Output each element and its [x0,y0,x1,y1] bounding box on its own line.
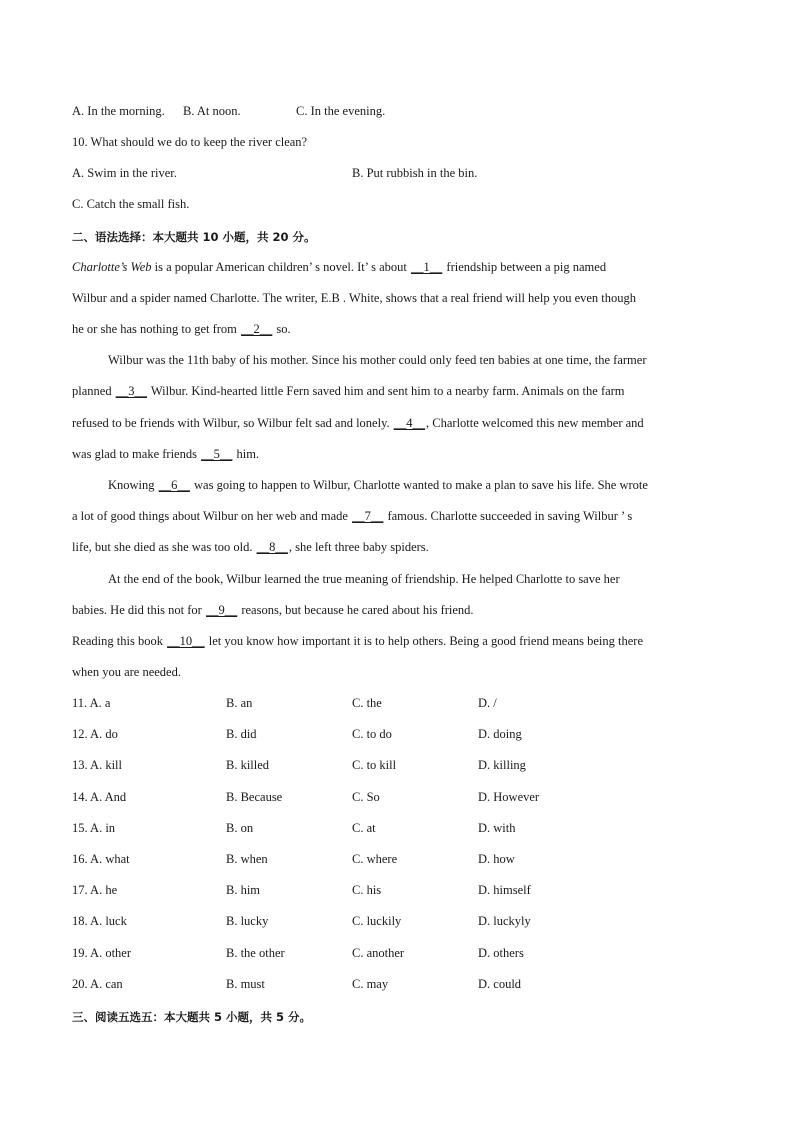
passage-text: so. [273,322,291,336]
choice-c[interactable]: C. So [352,790,380,804]
choice-b[interactable]: B. Because [226,790,283,804]
choice-b[interactable]: B. when [226,852,268,866]
blank-8[interactable]: __8__ [256,540,288,554]
passage-line [72,603,474,618]
section3-heading: 三、阅读五选五：本大题共 5 小题，共 5 分。 [72,1010,312,1024]
choice-b[interactable]: B. an [226,696,253,710]
choice-a[interactable]: 16. A. what [72,852,130,866]
choice-c[interactable]: C. his [352,883,382,897]
passage-line [72,540,429,555]
passage-line [72,509,632,524]
passage-text: life, but she died as she was too old. [72,540,256,554]
choice-d[interactable]: D. However [478,790,540,804]
choice-a[interactable]: 11. A. a [72,696,111,710]
passage-line: Wilbur was the 11th baby of his mother. Since his mother could only feed ten babies at one time, the farmer [108,353,647,367]
blank-3[interactable]: __3__ [115,384,147,398]
choice-c[interactable]: C. another [352,946,405,960]
choice-d[interactable]: D. doing [478,727,522,741]
blank-7[interactable]: __7__ [352,509,384,523]
passage-text: , Charlotte welcomed this new member and [426,416,644,430]
q9-option-c: C. In the evening. [296,104,386,118]
choice-a[interactable]: 19. A. other [72,946,132,960]
choice-b[interactable]: B. killed [226,758,270,772]
passage-text: famous. Charlotte succeeded in saving Wilbur ’ s [384,509,633,523]
passage-line: Wilbur and a spider named Charlotte. The writer, E.B . White, shows that a real friend will help you even though [72,291,637,305]
choice-d[interactable]: D. could [478,977,522,991]
choice-a[interactable]: 12. A. do [72,727,118,741]
choice-c[interactable]: C. to kill [352,758,397,772]
passage-text: reasons, but because he cared about his friend. [238,603,474,617]
passage-text: a lot of good things about Wilbur on her web and made [72,509,352,523]
passage-line [72,416,644,431]
q10-option-c: C. Catch the small fish. [72,197,190,211]
passage-line [72,322,291,337]
choice-d[interactable]: D. with [478,821,516,835]
passage-text: is a popular American children’ s novel. It’ s about [151,260,411,274]
choice-a[interactable]: 15. A. in [72,821,116,835]
passage-text: Reading this book [72,634,167,648]
passage-text: planned [72,384,115,398]
passage-line: when you are needed. [72,665,181,679]
blank-10[interactable]: __10__ [167,634,205,648]
passage-text: was glad to make friends [72,447,201,461]
passage-text: refused to be friends with Wilbur, so Wilbur felt sad and lonely. [72,416,393,430]
blank-5[interactable]: __5__ [201,447,233,461]
passage-line [72,634,643,649]
choice-b[interactable]: B. must [226,977,265,991]
passage-text: babies. He did this not for [72,603,205,617]
choice-a[interactable]: 20. A. can [72,977,123,991]
passage-line [72,384,625,399]
choice-c[interactable]: C. where [352,852,398,866]
passage-text: friendship between a pig named [443,260,607,274]
choice-c[interactable]: C. at [352,821,376,835]
passage-text: was going to happen to Wilbur, Charlotte wanted to make a plan to save his life. She wrote [190,478,648,492]
q10-option-b: B. Put rubbish in the bin. [352,166,478,180]
choice-c[interactable]: C. luckily [352,914,402,928]
q9-option-a: A. In the morning. [72,104,165,118]
choice-d[interactable]: D. others [478,946,524,960]
choice-d[interactable]: D. / [478,696,497,710]
passage-text: him. [233,447,260,461]
choice-d[interactable]: D. luckyly [478,914,531,928]
passage-text: Knowing [108,478,158,492]
blank-6[interactable]: __6__ [158,478,190,492]
choice-d[interactable]: D. himself [478,883,531,897]
q9-option-b: B. At noon. [183,104,241,118]
blank-1[interactable]: __1__ [411,260,443,274]
choice-a[interactable]: 18. A. luck [72,914,127,928]
book-title: Charlotte’s Web [72,260,152,274]
choice-a[interactable]: 13. A. kill [72,758,123,772]
passage-line [72,447,259,462]
choice-b[interactable]: B. the other [226,946,285,960]
choice-a[interactable]: 14. A. And [72,790,127,804]
blank-9[interactable]: __9__ [205,603,238,617]
passage-line [72,260,606,275]
q10-option-a: A. Swim in the river. [72,166,177,180]
choice-b[interactable]: B. lucky [226,914,269,928]
passage-text: , she left three baby spiders. [288,540,429,554]
q10-question: 10. What should we do to keep the river clean? [72,135,308,149]
choice-a[interactable]: 17. A. he [72,883,118,897]
choice-c[interactable]: C. the [352,696,382,710]
choice-d[interactable]: D. killing [478,758,526,772]
choice-b[interactable]: B. on [226,821,254,835]
choice-c[interactable]: C. may [352,977,389,991]
passage-line [108,478,648,493]
passage-text: he or she has nothing to get from [72,322,241,336]
choice-b[interactable]: B. did [226,727,257,741]
choice-b[interactable]: B. him [226,883,261,897]
choice-c[interactable]: C. to do [352,727,392,741]
blank-2[interactable]: __2__ [241,322,273,336]
choice-d[interactable]: D. how [478,852,515,866]
passage-line: At the end of the book, Wilbur learned the true meaning of friendship. He helped Charlotte to save her [108,572,620,586]
passage-text: let you know how important it is to help others. Being a good friend means being there [205,634,644,648]
passage-text: Wilbur. Kind-hearted little Fern saved him and sent him to a nearby farm. Animals on the farm [147,384,625,398]
blank-4[interactable]: __4__ [393,416,426,430]
section2-heading: 二、语法选择：本大题共 10 小题，共 20 分。 [72,230,316,244]
